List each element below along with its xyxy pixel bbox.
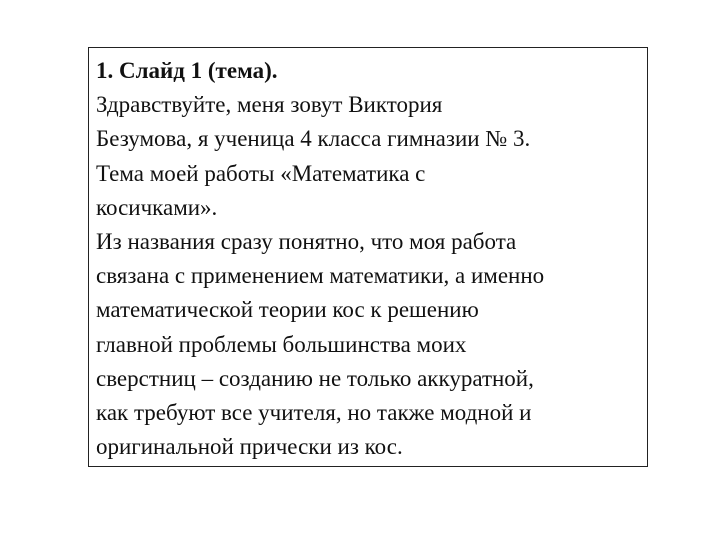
text-line: оригинальной прически из кос. (96, 434, 403, 460)
slide-text-frame (88, 47, 648, 467)
text-line: Здравствуйте, меня зовут Виктория (96, 92, 443, 118)
text-line: косичками». (96, 194, 218, 220)
text-line: Из названия сразу понятно, что моя работа (96, 228, 517, 254)
text-line: главной проблемы большинства моих (96, 331, 467, 357)
text-line: математической теории кос к решению (96, 297, 479, 323)
text-line: Тема моей работы «Математика с (96, 160, 426, 186)
text-line: Безумова, я ученица 4 класса гимназии № 3. (96, 126, 531, 152)
text-line: как требуют все учителя, но также модной и (96, 399, 532, 425)
slide-text-body (96, 54, 646, 464)
text-line: сверстниц – созданию не только аккуратной, (96, 365, 534, 391)
text-line: связана с применением математики, а именно (96, 263, 545, 289)
slide-title: 1. Слайд 1 (тема). (96, 58, 278, 83)
